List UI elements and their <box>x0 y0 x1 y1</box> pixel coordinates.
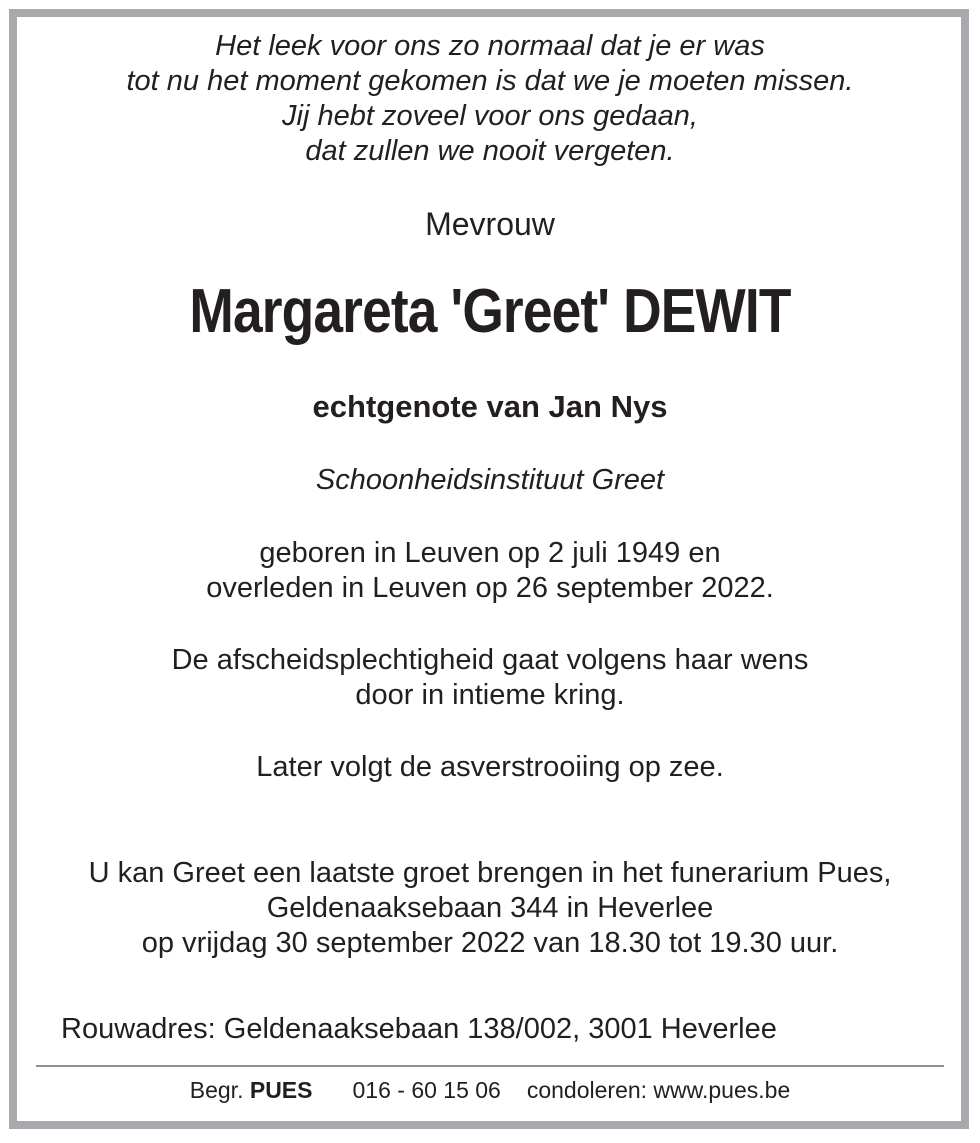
poem-line-3: Jij hebt zoveel voor ons gedaan, <box>282 100 698 132</box>
poem-line-4: dat zullen we nooit vergeten. <box>305 135 675 167</box>
deceased-name: Margareta 'Greet' DEWIT <box>189 277 791 346</box>
visitation-line-3: op vrijdag 30 september 2022 van 18.30 tot 19.30 uur. <box>141 927 839 959</box>
poem-line-2: tot nu het moment gekomen is dat we je moeten missen. <box>126 65 854 97</box>
title-prefix: Mevrouw <box>425 206 555 242</box>
undertaker-phone: 016 - 60 15 06 <box>352 1077 501 1103</box>
poem-line-1: Het leek voor ons zo normaal dat je er was <box>215 30 765 62</box>
ashes-line: Later volgt de asverstrooiing op zee. <box>256 751 724 783</box>
farewell-line-2: door in intieme kring. <box>355 679 625 711</box>
mourning-address: Rouwadres: Geldenaaksebaan 138/002, 3001 Heverlee <box>61 1013 777 1045</box>
farewell-line-1: De afscheidsplechtigheid gaat volgens haar wens <box>171 644 809 676</box>
footer <box>0 1077 980 1104</box>
death-line: overleden in Leuven op 26 september 2022. <box>206 572 774 604</box>
spouse-line: echtgenote van Jan Nys <box>312 389 668 424</box>
business-name: Schoonheidsinstituut Greet <box>315 464 665 496</box>
undertaker-name: PUES <box>249 1077 313 1103</box>
footer-divider <box>36 1065 944 1067</box>
visitation-line-1: U kan Greet een laatste groet brengen in het funerarium Pues, <box>88 857 892 889</box>
birth-line: geboren in Leuven op 2 juli 1949 en <box>259 537 721 569</box>
undertaker-prefix: Begr. <box>189 1077 244 1103</box>
condolences-link[interactable]: condoleren: www.pues.be <box>526 1077 791 1103</box>
visitation-line-2: Geldenaaksebaan 344 in Heverlee <box>266 892 714 924</box>
